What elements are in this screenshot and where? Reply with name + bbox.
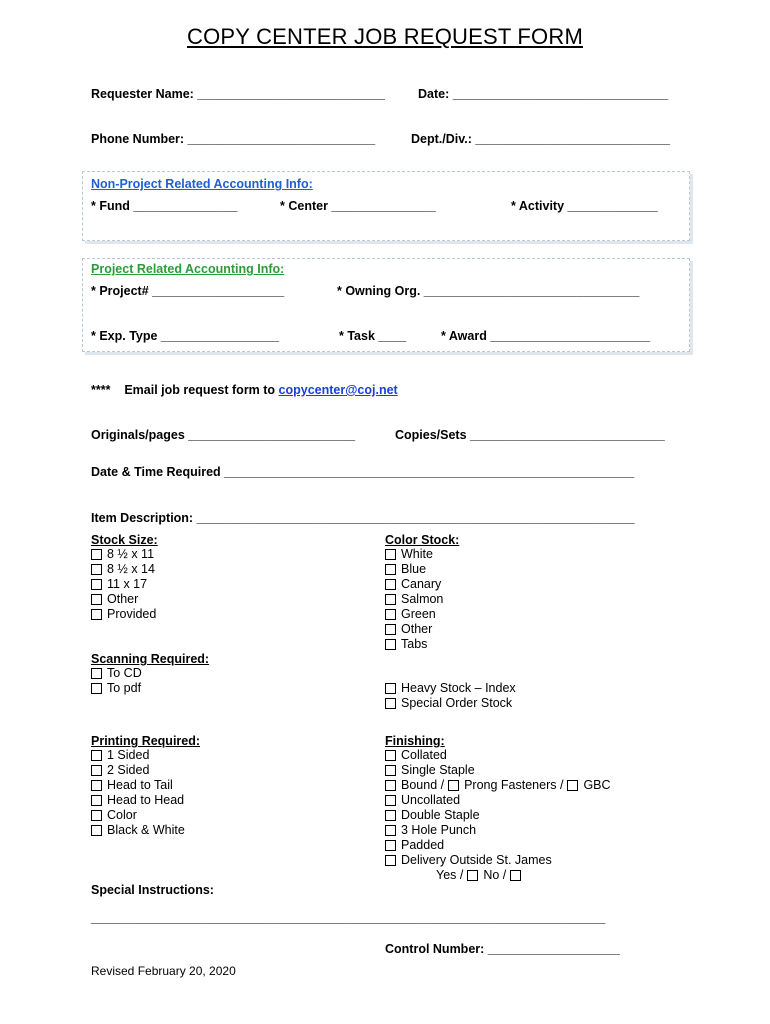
finishing-option[interactable]: 3 Hole Punch [385,823,611,838]
finishing-option[interactable]: Collated [385,748,611,763]
task-field[interactable]: * Task ____ [339,329,407,343]
finishing-bound-row: Bound / Prong Fasteners / GBC [385,778,611,793]
finishing-option[interactable]: Single Staple [385,763,611,778]
exp-type-field[interactable]: * Exp. Type _________________ [91,329,280,343]
checkbox[interactable] [91,780,102,791]
item-description-field[interactable]: Item Description: _______________________________________________________________ [91,511,635,525]
email-instruction-text: **** Email job request form to [91,383,279,397]
delivery-yes-no-row: Yes / No / [385,868,611,883]
color-stock-list [385,547,443,652]
color-stock-option[interactable]: Salmon [385,592,443,607]
heavy-stock-list [385,681,516,711]
color-stock-option[interactable]: White [385,547,443,562]
email-link[interactable]: copycenter@coj.net [278,383,398,397]
project-accounting-title: Project Related Accounting Info: [91,262,285,276]
stock-size-option[interactable]: 11 x 17 [91,577,156,592]
award-field[interactable]: * Award _______________________ [441,329,651,343]
checkbox[interactable] [385,579,396,590]
center-field[interactable]: * Center _______________ [280,199,436,213]
color-stock-option[interactable]: Blue [385,562,443,577]
stock-size-option[interactable]: 8 ½ x 11 [91,547,156,562]
control-number-field[interactable]: Control Number: ___________________ [385,942,620,956]
checkbox[interactable] [385,683,396,694]
stock-size-option[interactable]: Other [91,592,156,607]
checkbox[interactable] [385,624,396,635]
color-stock-option[interactable]: Green [385,607,443,622]
printing-option[interactable]: Black & White [91,823,185,838]
revised-date: Revised February 20, 2020 [91,964,236,978]
checkbox[interactable] [385,750,396,761]
email-instruction [91,383,398,397]
scanning-option[interactable]: To pdf [91,681,142,696]
checkbox[interactable] [385,609,396,620]
finishing-heading: Finishing: [385,734,445,748]
checkbox[interactable] [91,750,102,761]
date-field[interactable]: Date: _______________________________ [418,87,669,101]
requester-name-field[interactable]: Requester Name: ___________________________ [91,87,385,101]
stock-size-heading: Stock Size: [91,533,158,547]
originals-pages-field[interactable]: Originals/pages ________________________ [91,428,356,442]
printing-option[interactable]: Head to Tail [91,778,185,793]
special-instructions-label: Special Instructions: [91,883,214,897]
checkbox[interactable] [91,683,102,694]
printing-option[interactable]: 2 Sided [91,763,185,778]
checkbox[interactable] [385,765,396,776]
checkbox[interactable] [385,825,396,836]
checkbox[interactable] [385,810,396,821]
checkbox[interactable] [385,795,396,806]
checkbox[interactable] [91,795,102,806]
date-time-required-field[interactable]: Date & Time Required ___________________________________________________________ [91,465,635,479]
phone-number-field[interactable]: Phone Number: ___________________________ [91,132,376,146]
fund-field[interactable]: * Fund _______________ [91,199,238,213]
stock-size-option[interactable]: Provided [91,607,156,622]
finishing-option[interactable]: Double Staple [385,808,611,823]
checkbox[interactable] [91,579,102,590]
checkbox[interactable] [91,668,102,679]
printing-option[interactable]: Color [91,808,185,823]
color-stock-option[interactable]: Other [385,622,443,637]
checkbox[interactable] [385,698,396,709]
checkbox[interactable] [385,840,396,851]
printing-option[interactable]: 1 Sided [91,748,185,763]
color-stock-option[interactable]: Tabs [385,637,443,652]
scanning-list [91,666,142,696]
finishing-list [385,748,611,883]
finishing-option[interactable]: Padded [385,838,611,853]
activity-field[interactable]: * Activity _____________ [511,199,658,213]
checkbox[interactable] [385,855,396,866]
checkbox[interactable] [385,549,396,560]
checkbox[interactable] [385,780,396,791]
printing-list [91,748,185,838]
checkbox[interactable] [385,564,396,575]
special-order-option[interactable]: Special Order Stock [385,696,516,711]
checkbox[interactable] [385,639,396,650]
special-instructions-line[interactable]: __________________________________________________________________________ [91,911,606,925]
checkbox[interactable] [567,780,578,791]
scanning-option[interactable]: To CD [91,666,142,681]
stock-size-list [91,547,156,622]
scanning-heading: Scanning Required: [91,652,210,666]
checkbox[interactable] [91,825,102,836]
heavy-stock-option[interactable]: Heavy Stock – Index [385,681,516,696]
project-number-field[interactable]: * Project# ___________________ [91,284,285,298]
checkbox[interactable] [91,609,102,620]
owning-org-field[interactable]: * Owning Org. _______________________________ [337,284,640,298]
printing-option[interactable]: Head to Head [91,793,185,808]
stock-size-option[interactable]: 8 ½ x 14 [91,562,156,577]
finishing-option[interactable]: Uncollated [385,793,611,808]
checkbox[interactable] [91,810,102,821]
checkbox[interactable] [467,870,478,881]
dept-div-field[interactable]: Dept./Div.: ____________________________ [411,132,671,146]
checkbox[interactable] [91,765,102,776]
checkbox[interactable] [91,549,102,560]
checkbox[interactable] [385,594,396,605]
checkbox[interactable] [91,594,102,605]
printing-heading: Printing Required: [91,734,201,748]
checkbox[interactable] [510,870,521,881]
copies-sets-field[interactable]: Copies/Sets ____________________________ [395,428,665,442]
non-project-accounting-title: Non-Project Related Accounting Info: [91,177,313,191]
checkbox[interactable] [91,564,102,575]
checkbox[interactable] [448,780,459,791]
color-stock-heading: Color Stock: [385,533,460,547]
page-title: COPY CENTER JOB REQUEST FORM [187,24,583,49]
color-stock-option[interactable]: Canary [385,577,443,592]
finishing-option[interactable]: Delivery Outside St. James [385,853,611,868]
